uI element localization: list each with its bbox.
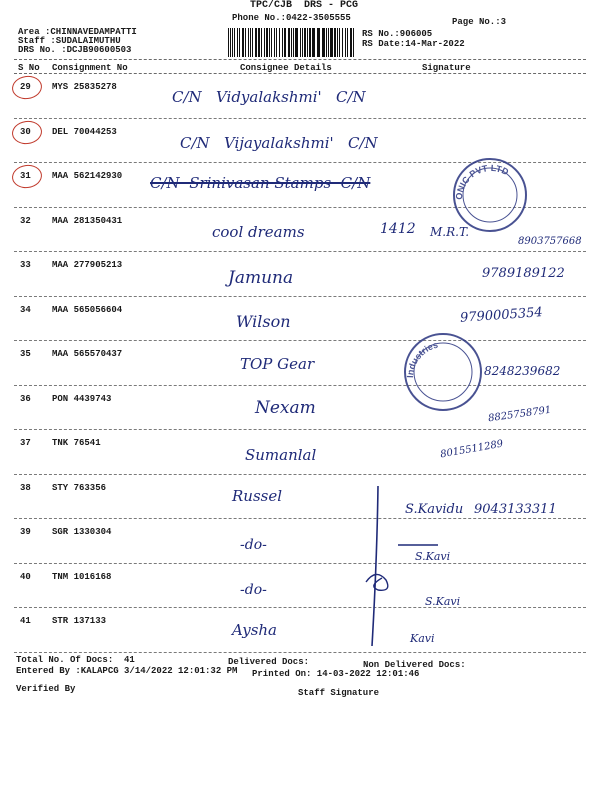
barcode-bar xyxy=(330,28,333,57)
barcode-bar xyxy=(258,28,260,57)
barcode-bar xyxy=(334,28,336,57)
serial-number: 32 xyxy=(20,215,31,226)
handwritten-consignee: cool dreams xyxy=(212,222,305,241)
consignment-number: STR 137133 xyxy=(52,616,107,626)
barcode-bar xyxy=(345,28,346,57)
serial-number: 39 xyxy=(20,527,31,537)
barcode-bar xyxy=(274,28,275,57)
barcode-bar xyxy=(261,28,262,57)
handwritten-signature: S.Kavi xyxy=(425,594,461,608)
rs-date: RS Date:14-Mar-2022 xyxy=(362,39,465,49)
handwritten-consignee: C/N Srinivasan Stamps C/N xyxy=(150,174,371,192)
barcode-bar xyxy=(264,28,265,57)
barcode-bar xyxy=(328,28,329,57)
consignment-number: SGR 1330304 xyxy=(52,527,112,537)
stamp-text: Industries xyxy=(404,339,440,379)
consignment-table xyxy=(0,74,600,653)
handwritten-signature: Kavi xyxy=(410,632,435,645)
header-divider xyxy=(14,59,586,60)
delivered-docs: Delivered Docs: xyxy=(228,657,310,667)
consignment-number: STY 763356 xyxy=(52,482,107,493)
entered-by: Entered By :KALAPCG 3/14/2022 12:01:32 PM xyxy=(16,666,238,676)
barcode-bar xyxy=(337,28,338,57)
barcode-bar xyxy=(339,28,340,57)
staff: Staff :SUDALAIMUTHU xyxy=(18,36,121,46)
barcode-bar xyxy=(326,28,327,57)
table-row xyxy=(0,430,600,475)
barcode-bar xyxy=(282,28,283,57)
barcode-bar xyxy=(232,28,233,57)
sheet-title: TPC/CJB DRS - PCG xyxy=(250,0,359,11)
handwritten-consignee: C/N Vijayalakshmi' C/N xyxy=(180,133,378,152)
barcode-bar xyxy=(228,28,229,57)
serial-number: 35 xyxy=(20,349,31,359)
serial-number: 36 xyxy=(20,393,31,404)
barcode-bar xyxy=(307,28,308,57)
handwritten-consignee: Aysha xyxy=(232,621,277,639)
barcode-bar xyxy=(304,28,306,57)
consignment-number: MYS 25835278 xyxy=(52,82,117,92)
page-number: Page No.:3 xyxy=(452,17,507,27)
serial-number: 40 xyxy=(20,571,31,582)
barcode-bar xyxy=(237,28,238,57)
handwritten-note: 1412 xyxy=(380,220,416,237)
serial-number: 38 xyxy=(20,482,31,493)
staff-signature-label: Staff Signature xyxy=(298,688,380,698)
barcode-bar xyxy=(250,28,251,57)
consignment-number: MAA 565056604 xyxy=(52,304,123,315)
phone-number: Phone No.:0422-3505555 xyxy=(232,13,351,23)
barcode-bar xyxy=(295,28,298,57)
non-delivered-docs: Non Delivered Docs: xyxy=(363,660,466,670)
handwritten-consignee: Russel xyxy=(232,486,283,505)
handwritten-phone: 8825758791 xyxy=(487,404,553,424)
consignment-number: DEL 70044253 xyxy=(52,126,117,137)
handwritten-phone: 8903757668 xyxy=(518,235,582,247)
table-row xyxy=(0,74,600,119)
handwritten-signature: S.Kavidu xyxy=(405,501,464,517)
table-row xyxy=(0,519,600,564)
handwritten-consignee: -do- xyxy=(240,581,267,598)
barcode xyxy=(228,28,354,57)
serial-number: 37 xyxy=(20,438,31,448)
stamp-text: ONIC PVT LTD xyxy=(453,162,511,201)
barcode-bar xyxy=(284,28,286,57)
row-divider xyxy=(14,652,586,653)
barcode-bar xyxy=(302,28,303,57)
serial-number: 30 xyxy=(20,126,31,137)
serial-number: 41 xyxy=(20,616,31,626)
barcode-bar xyxy=(239,28,240,57)
consignment-number: MAA 281350431 xyxy=(52,215,123,226)
barcode-bar xyxy=(288,28,290,57)
barcode-bar xyxy=(230,28,231,57)
handwritten-consignee: Nexam xyxy=(255,397,316,418)
table-row xyxy=(0,297,600,342)
table-row xyxy=(0,341,600,386)
barcode-bar xyxy=(350,28,352,57)
handwritten-phone: 9043133311 xyxy=(474,501,557,517)
barcode-bar xyxy=(300,28,301,57)
handwritten-consignee: TOP Gear xyxy=(240,355,315,373)
table-row xyxy=(0,119,600,164)
table-row xyxy=(0,252,600,297)
consignment-number: PON 4439743 xyxy=(52,393,112,404)
serial-number: 29 xyxy=(20,82,31,92)
table-row xyxy=(0,475,600,520)
barcode-bar xyxy=(347,28,348,57)
barcode-bar xyxy=(291,28,292,57)
handwritten-signature: S.Kavi xyxy=(415,550,451,563)
handwritten-phone: 9790005354 xyxy=(459,304,544,326)
barcode-bar xyxy=(252,28,253,57)
column-header-sno: S No xyxy=(18,63,40,73)
total-docs: Total No. Of Docs: 41 xyxy=(16,655,135,665)
handwritten-phone: 8248239682 xyxy=(484,364,561,378)
barcode-bar xyxy=(279,28,280,57)
barcode-bar xyxy=(245,28,246,57)
consignment-number: MAA 562142930 xyxy=(52,171,123,181)
consignment-number: MAA 565570437 xyxy=(52,349,123,359)
barcode-bar xyxy=(255,28,257,57)
barcode-bar xyxy=(269,28,270,57)
barcode-bar xyxy=(312,28,315,57)
barcode-bar xyxy=(271,28,272,57)
column-header-consignment: Consignment No xyxy=(52,63,128,73)
barcode-bar xyxy=(276,28,277,57)
drs-number: DRS No. :DCJB90600503 xyxy=(18,45,132,55)
area: Area :CHINNAVEDAMPATTI xyxy=(18,27,137,37)
table-row xyxy=(0,163,600,208)
barcode-bar xyxy=(322,28,325,57)
barcode-bar xyxy=(309,28,311,57)
handwritten-consignee: -do- xyxy=(240,537,267,553)
barcode-bar xyxy=(342,28,343,57)
handwritten-signature: M.R.T. xyxy=(430,224,470,239)
handwritten-consignee: C/N Vidyalakshmi' C/N xyxy=(172,88,366,106)
barcode-bar xyxy=(266,28,268,57)
handwritten-consignee: Wilson xyxy=(236,311,291,331)
barcode-bar xyxy=(242,28,244,57)
handwritten-consignee: Sumanlal xyxy=(245,446,317,464)
table-row xyxy=(0,608,600,653)
column-header-signature: Signature xyxy=(422,63,471,73)
barcode-bar xyxy=(293,28,294,57)
verified-by: Verified By xyxy=(16,684,76,694)
printed-on: Printed On: 14-03-2022 12:01:46 xyxy=(252,669,420,679)
serial-number: 34 xyxy=(20,304,31,315)
serial-number: 31 xyxy=(20,171,31,181)
barcode-bar xyxy=(234,28,235,57)
consignment-number: MAA 277905213 xyxy=(52,260,123,270)
barcode-bar xyxy=(353,28,354,57)
consignment-number: TNM 1016168 xyxy=(52,571,112,582)
handwritten-consignee: Jamuna xyxy=(228,268,294,288)
rs-number: RS No.:906005 xyxy=(362,29,433,39)
handwritten-phone: 9789189122 xyxy=(482,266,565,281)
consignment-number: TNK 76541 xyxy=(52,438,101,448)
barcode-bar xyxy=(317,28,320,57)
column-header-consignee: Consignee Details xyxy=(240,63,332,73)
table-row xyxy=(0,386,600,431)
barcode-bar xyxy=(248,28,249,57)
table-row xyxy=(0,564,600,609)
handwritten-phone: 8015511289 xyxy=(439,438,505,461)
serial-number: 33 xyxy=(20,260,31,270)
table-row xyxy=(0,208,600,253)
